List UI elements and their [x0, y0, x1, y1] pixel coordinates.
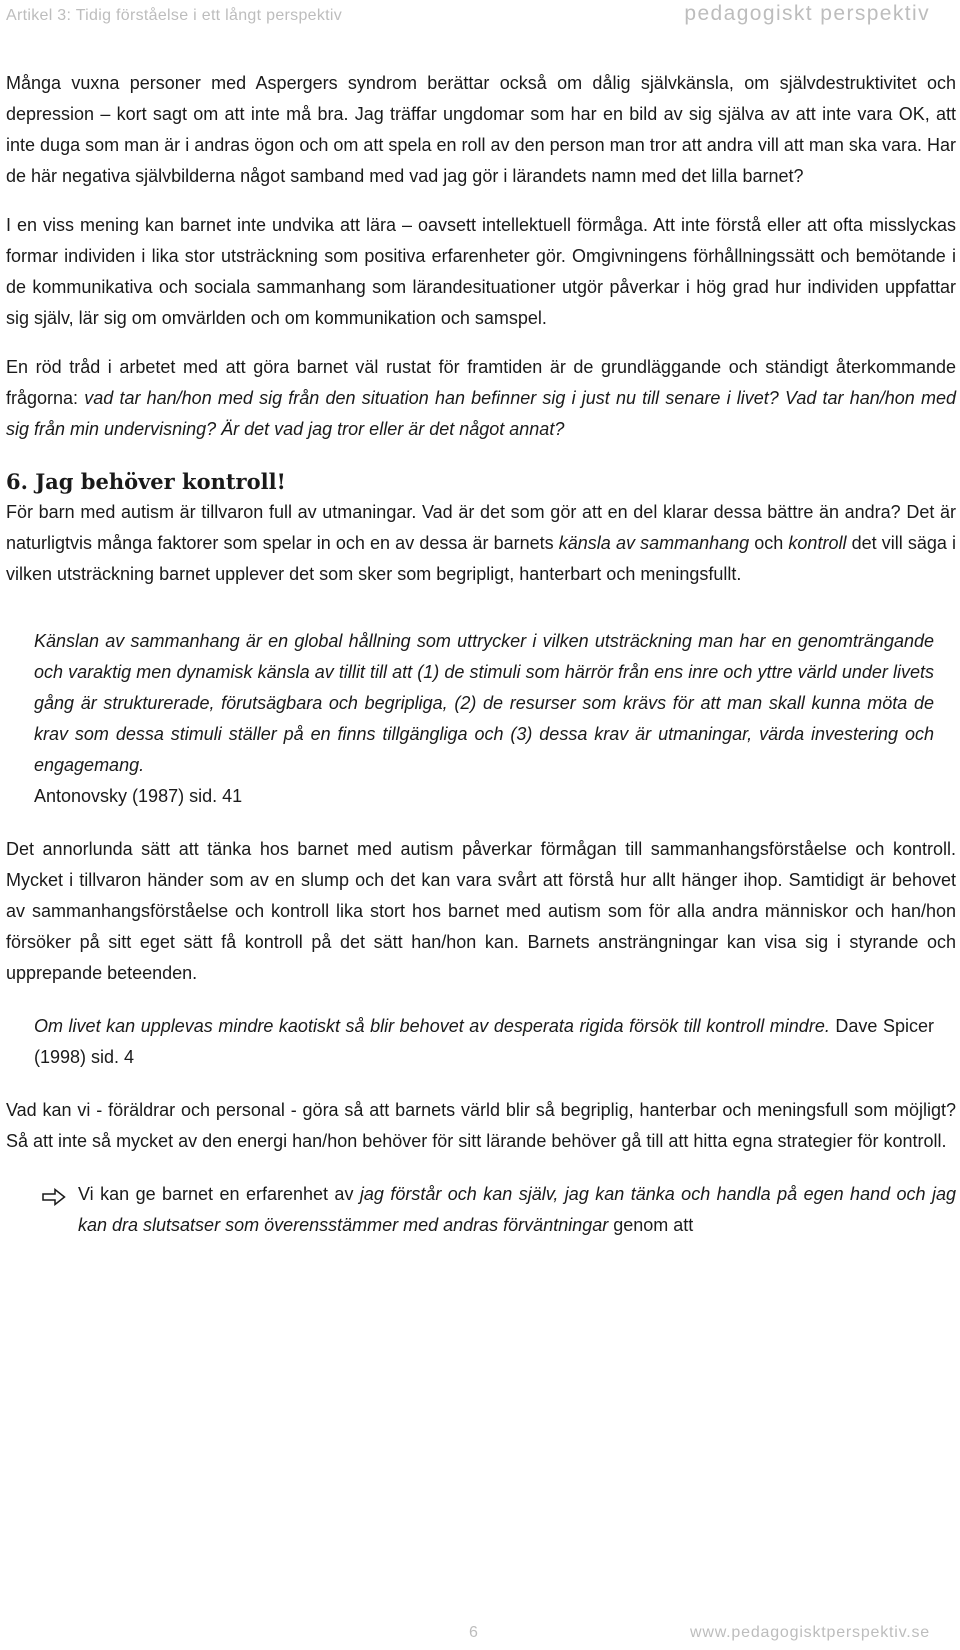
page-footer [0, 1618, 930, 1642]
quote-1-source: Antonovsky (1987) sid. 41 [34, 786, 243, 806]
bullet-text [78, 1179, 956, 1241]
paragraph-4-emphasis-2: kontroll [788, 533, 847, 553]
section-heading: 6. Jag behöver kontroll! [6, 469, 286, 494]
paragraph-6: Vad kan vi - föräldrar och personal - göra så att barnets värld blir så begriplig, hanterbar och meningsfull som möjligt? Så att inte så mycket av den energi han/hon behöver för sitt lärande behöver gå till att hitta egna strategier för kontroll. [6, 1100, 956, 1151]
article-body [6, 68, 956, 1241]
quote-2-paragraph [34, 1011, 934, 1073]
bullet-text-b: genom att [608, 1215, 694, 1235]
paragraph-3-questions: vad tar han/hon med sig från den situation han befinner sig i just nu till senare i livet? Vad tar han/hon med sig från min undervisning? Är det vad jag tror eller är det något annat? [6, 388, 956, 439]
paragraph-1: Många vuxna personer med Aspergers syndrom berättar också om dålig självkänsla, om självdestruktivitet och depression – kort sagt om att inte må bra. Jag träffar ungdomar som har en bild av sig själva av att inte vara OK, att inte duga som man är i andras ögon och om att spela en roll av den person man tror att andra vill att man ska vara. Har de här negativa självbilderna något samband med vad jag gör i lärandets namn med det lilla barnet? [6, 73, 956, 186]
publication-name: pedagogiskt perspektiv [684, 2, 930, 25]
paragraph-3 [6, 352, 956, 445]
paragraph-4-text-b: och [749, 533, 789, 553]
paragraph-4 [6, 497, 956, 590]
page-number: 6 [469, 1624, 478, 1641]
bullet-emphasis: jag förstår och kan själv, jag kan tänka och handla på egen hand och jag kan dra slutsatser som överensstämmer med andras förväntningar [78, 1184, 957, 1235]
paragraph-2: I en viss mening kan barnet inte undvika att lära – oavsett intellektuell förmåga. Att inte förstå eller att ofta misslyckas formar individen i lika stor utsträckning som positiva erfarenheter gör. Omgivningens förhållningssätt och bemötande i de kommunikativa och sociala sammanhang som lärandesituationer utgör påverkar i hög grad hur individen uppfattar sig själv, lär sig om omvärlden och om kommunikation och samspel. [6, 215, 956, 328]
quote-1-paragraph [34, 626, 934, 781]
quote-2-text: Om livet kan upplevas mindre kaotiskt så blir behovet av desperata rigida försök till kontroll mindre. [34, 1016, 830, 1036]
quote-1-text: Känslan av sammanhang är en global hållning som uttrycker i vilken utsträckning man har en genomträngande och varaktig men dynamisk känsla av tillit till att (1) de stimuli som härrör från ens inre och yttre värld under livets gång är strukturerade, förutsägbara och begripliga, (2) de resurser som krävs för att man skall kunna möta de krav som dessa stimuli ställer på en finns tillgängliga och (3) dessa krav är utmaningar, värda investering och engagemang. [34, 631, 934, 775]
paragraph-3-text: En röd tråd i arbetet med att göra barnet väl rustat för framtiden är de grundläggande och ständigt återkommande frågorna: [6, 357, 956, 408]
quote-antonovsky [6, 626, 956, 812]
paragraph-5: Det annorlunda sätt att tänka hos barnet med autism påverkar förmågan till sammanhangsförståelse och kontroll. Mycket i tillvaron händer som av en slump och det kan vara svårt att förstå hur allt hänger ihop. Samtidigt är behovet av sammanhangsförståelse och kontroll lika stort hos barnet med autism som för alla andra människor och han/hon försöker på sitt eget sätt få kontroll på det sätt han/hon kan. Barnets ansträngningar kan visa sig i styrande och upprepande beteenden. [6, 839, 956, 983]
quote-spicer [6, 1011, 956, 1073]
bullet-text-a: Vi kan ge barnet en erfarenhet av [78, 1184, 360, 1204]
quote-2-source: Dave Spicer (1998) sid. 4 [34, 1016, 934, 1067]
paragraph-4-text-c: det vill säga i vilken utsträckning barnet upplever det som sker som begripligt, hanterbart och meningsfullt. [6, 533, 957, 584]
paragraph-4-text-a: För barn med autism är tillvaron full av utmaningar. Vad är det som gör att en del klarar dessa bättre än andra? Det är naturligtvis många faktorer som spelar in och en av dessa är barnets [6, 502, 956, 553]
arrow-right-outline-icon [6, 1179, 78, 1216]
paragraph-4-emphasis-1: känsla av sammanhang [558, 533, 750, 553]
article-title: Artikel 3: Tidig förståelse i ett långt perspektiv [6, 7, 343, 24]
bullet-item [6, 1179, 956, 1241]
page-header [6, 2, 930, 28]
website-url: www.pedagogisktperspektiv.se [690, 1624, 930, 1641]
